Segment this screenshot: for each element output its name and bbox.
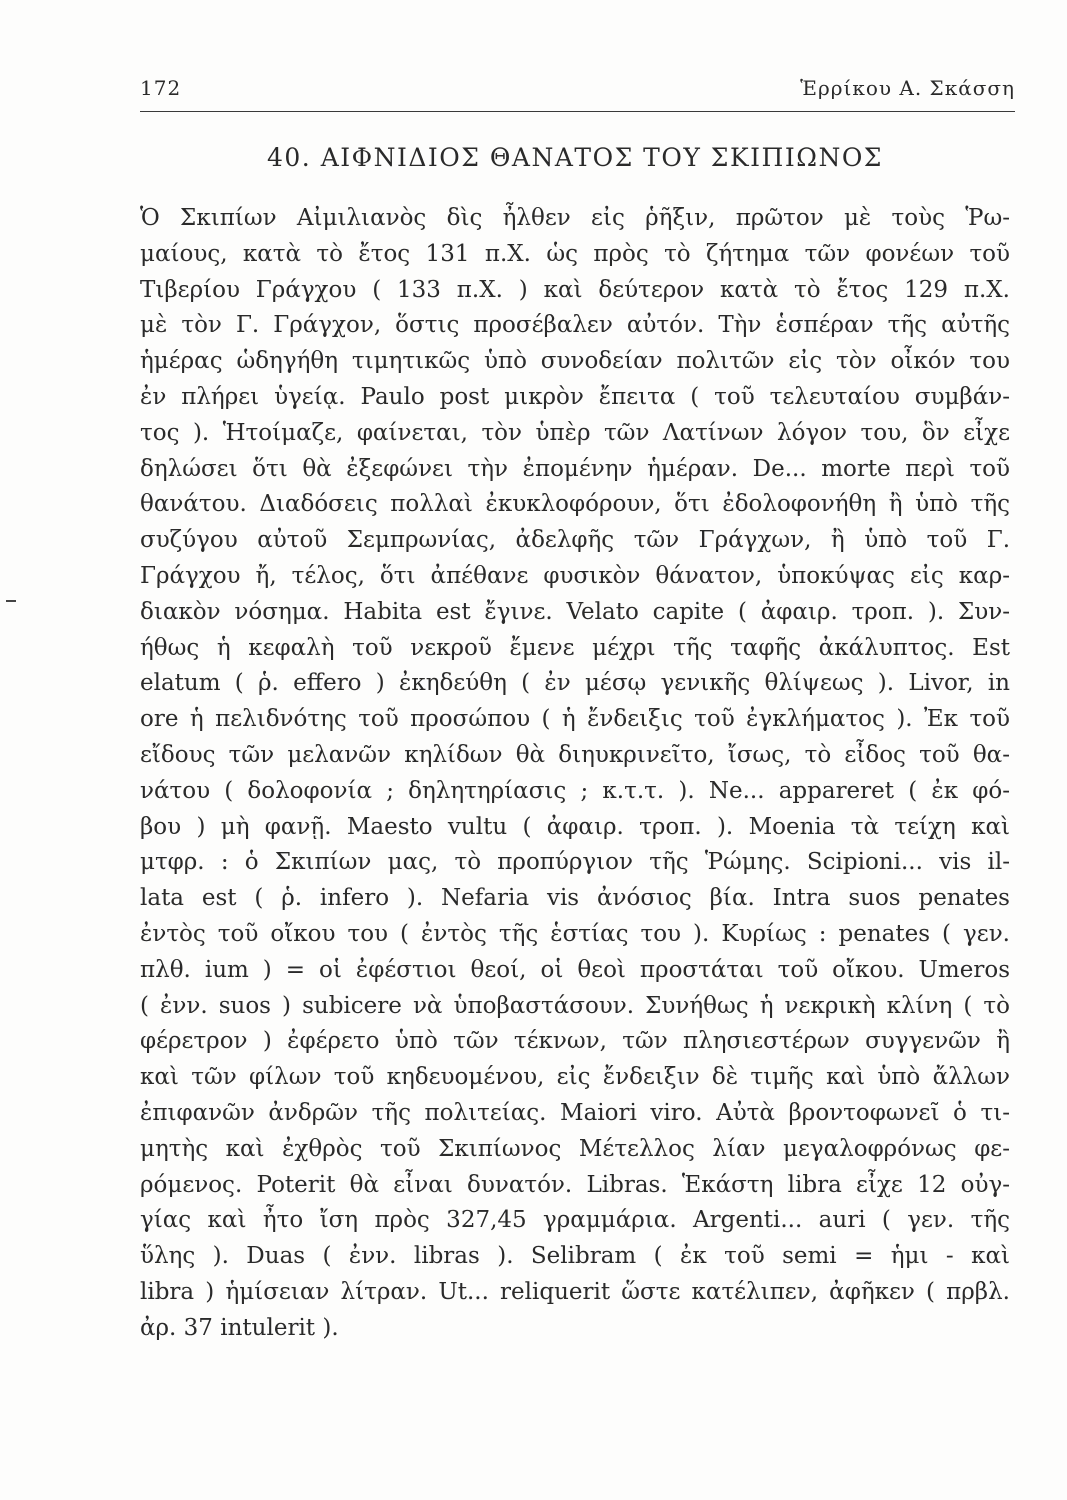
text-line: εἴδους τῶν μελανῶν κηλίδων θὰ διηυκρινεῖτο, ἴσως, τὸ εἶδος τοῦ θα- [140, 741, 1010, 768]
body-text [140, 201, 1010, 1347]
text-line: ἀρ. 37 intulerit ). [140, 1314, 339, 1341]
text-line: ( ἐνν. suos ) subicere νὰ ὑποβαστάσουν. Συνήθως ἡ νεκρικὴ κλίνη ( τὸ [140, 992, 1010, 1019]
text-line: ρόμενος. Poterit θὰ εἶναι δυνατόν. Libras. Ἑκάστη libra εἶχε 12 οὐγ- [140, 1171, 1010, 1198]
page-number: 172 [140, 76, 182, 100]
text-line: συζύγου αὐτοῦ Σεμπρωνίας, ἀδελφῆς τῶν Γράγχων, ἢ ὑπὸ τοῦ Γ. [140, 527, 1010, 554]
running-head: Ἑρρίκου Α. Σκάσση [800, 76, 1015, 100]
text-line: βου ) μὴ φανῇ. Maesto vultu ( ἀφαιρ. τροπ. ). Moenia τὰ τείχη καὶ [140, 813, 1010, 840]
text-line: ὕλης ). Duas ( ἐνν. libras ). Selibram ( ἐκ τοῦ semi = ἡμι - καὶ [140, 1243, 1010, 1270]
text-line: πλθ. ium ) = οἱ ἐφέστιοι θεοί, οἱ θεοὶ προστάται τοῦ οἴκου. Umeros [140, 956, 1010, 983]
text-line: καὶ τῶν φίλων τοῦ κηδευομένου, εἰς ἔνδειξιν δὲ τιμῆς καὶ ὑπὸ ἄλλων [140, 1064, 1010, 1091]
text-line: μητὴς καὶ ἐχθρὸς τοῦ Σκιπίωνος Μέτελλος λίαν μεγαλοφρόνως φε- [140, 1135, 1010, 1162]
text-line: ἐντὸς τοῦ οἴκου του ( ἐντὸς τῆς ἑστίας του ). Κυρίως : penates ( γεν. [140, 920, 1010, 947]
header-rule [140, 111, 1015, 112]
margin-mark [6, 600, 16, 602]
text-line: φέρετρον ) ἐφέρετο ὑπὸ τῶν τέκνων, τῶν πλησιεστέρων συγγενῶν ἢ [140, 1028, 1010, 1055]
chapter-title: 40. ΑΙΦΝΙΔΙΟΣ ΘΑΝΑΤΟΣ ΤΟΥ ΣΚΙΠΙΩΝΟΣ [266, 143, 883, 172]
text-line: ἐν πλήρει ὑγείᾳ. Paulo post μικρὸν ἔπειτα ( τοῦ τελευταίου συμβάν- [140, 383, 1010, 410]
text-line: δηλώσει ὅτι θὰ ἐξεφώνει τὴν ἐπομένην ἡμέραν. De... morte περὶ τοῦ [140, 455, 1010, 482]
text-line: διακὸν νόσημα. Habita est ἔγινε. Velato capite ( ἀφαιρ. τροπ. ). Συν- [140, 598, 1010, 625]
text-line: libra ) ἡμίσειαν λίτραν. Ut... reliquerit ὥστε κατέλιπεν, ἀφῆκεν ( πρβλ. [140, 1278, 1010, 1305]
text-line: τος ). Ἡτοίμαζε, φαίνεται, τὸν ὑπὲρ τῶν Λατίνων λόγον του, ὃν εἶχε [140, 419, 1010, 446]
text-line: ἡμέρας ὡδηγήθη τιμητικῶς ὑπὸ συνοδείαν πολιτῶν εἰς τὸν οἶκόν του [140, 348, 1010, 375]
page-header [140, 72, 1015, 106]
text-line: μτφρ. : ὁ Σκιπίων μας, τὸ προπύργιον τῆς Ῥώμης. Scipioni... vis il- [140, 849, 1010, 876]
text-line: νάτου ( δολοφονία ; δηλητηρίασις ; κ.τ.τ. ). Ne... appareret ( ἐκ φό- [140, 777, 1010, 804]
text-line: ore ἡ πελιδνότης τοῦ προσώπου ( ἡ ἔνδειξις τοῦ ἐγκλήματος ). Ἐκ τοῦ [140, 706, 1010, 733]
text-line: μὲ τὸν Γ. Γράγχον, ὅστις προσέβαλεν αὐτόν. Τὴν ἑσπέραν τῆς αὐτῆς [140, 312, 1010, 339]
text-line: Τιβερίου Γράγχου ( 133 π.Χ. ) καὶ δεύτερον κατὰ τὸ ἔτος 129 π.Χ. [140, 276, 1010, 303]
text-line: elatum ( ῥ. effero ) ἐκηδεύθη ( ἐν μέσῳ γενικῆς θλίψεως ). Livor, in [140, 670, 1010, 697]
text-line: ἐπιφανῶν ἀνδρῶν τῆς πολιτείας. Maiori viro. Αὐτὰ βροντοφωνεῖ ὁ τι- [140, 1099, 1010, 1126]
text-line: ήθως ἡ κεφαλὴ τοῦ νεκροῦ ἔμενε μέχρι τῆς ταφῆς ἀκάλυπτος. Est [140, 634, 1010, 661]
text-line: μαίους, κατὰ τὸ ἔτος 131 π.Χ. ὡς πρὸς τὸ ζήτημα τῶν φονέων τοῦ [140, 240, 1010, 267]
text-line: lata est ( ῥ. infero ). Nefaria vis ἀνόσιος βία. Intra suos penates [140, 885, 1010, 912]
text-line: θανάτου. Διαδόσεις πολλαὶ ἐκυκλοφόρουν, ὅτι ἐδολοφονήθη ἢ ὑπὸ τῆς [140, 491, 1010, 518]
text-line: γίας καὶ ἦτο ἴση πρὸς 327,45 γραμμάρια. Argenti... auri ( γεν. τῆς [140, 1207, 1010, 1234]
text-line: Ὁ Σκιπίων Αἰμιλιανὸς δὶς ἦλθεν εἰς ῥῆξιν, πρῶτον μὲ τοὺς Ῥω- [140, 205, 1010, 231]
text-line: Γράγχου ἤ, τέλος, ὅτι ἀπέθανε φυσικὸν θάνατον, ὑποκύψας εἰς καρ- [140, 562, 1010, 589]
